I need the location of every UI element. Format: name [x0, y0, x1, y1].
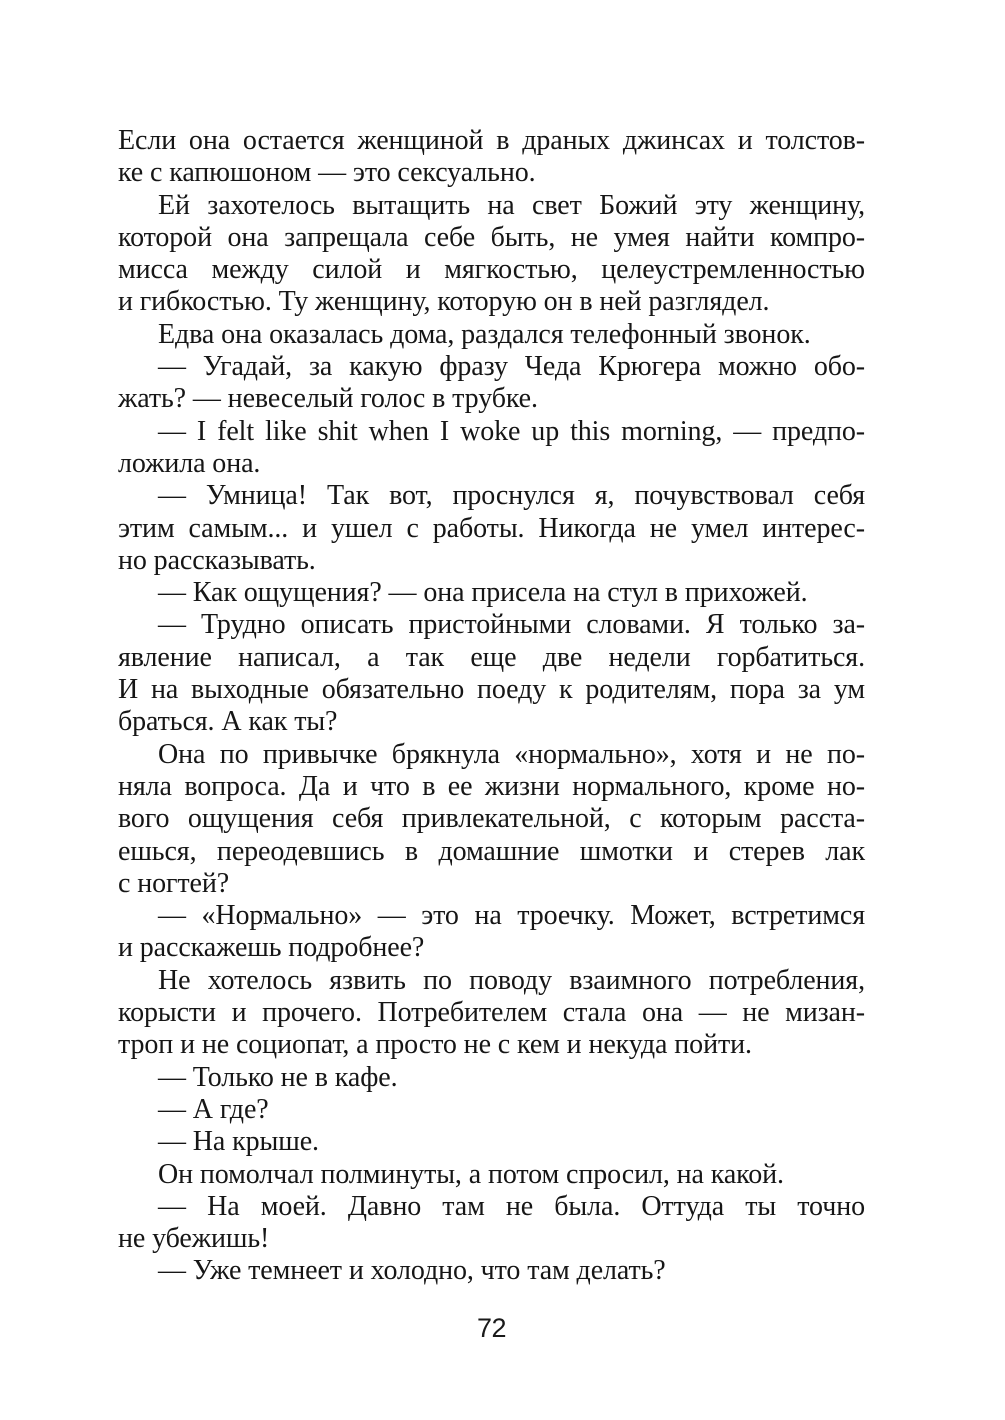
text-line: но рассказывать.: [118, 544, 316, 576]
page-number: 72: [476, 1313, 507, 1343]
text-line: троп и не социопат, а просто не с кем и некуда пойти.: [118, 1029, 752, 1061]
text-line: Она по привычке брякнула «нормально», хотя и не по-: [158, 738, 865, 770]
text-line: ке с капюшоном — это сексуально.: [118, 157, 536, 189]
text-line: — I felt like shit when I woke up this morning, — предпо-: [158, 415, 865, 447]
text-line: явление написал, а так еще две недели горбатиться.: [118, 641, 865, 673]
text-line: Ей захотелось вытащить на свет Божий эту женщину,: [158, 189, 865, 221]
text-line: браться. А как ты?: [118, 706, 338, 738]
body-text: [118, 125, 865, 1288]
text-line: И на выходные обязательно поеду к родителям, пора за ум: [118, 674, 865, 706]
text-line: и расскажешь подробнее?: [118, 932, 425, 964]
text-line: жать? — невеселый голос в трубке.: [118, 383, 538, 415]
text-line: Не хотелось язвить по поводу взаимного потребления,: [158, 964, 865, 996]
text-line: и гибкостью. Ту женщину, которую он в ней разглядел.: [118, 286, 770, 318]
text-line: — А где?: [158, 1093, 269, 1125]
text-line: — Уже темнеет и холодно, что там делать?: [158, 1255, 666, 1287]
text-line: с ногтей?: [118, 867, 230, 899]
text-line: Едва она оказалась дома, раздался телефонный звонок.: [158, 318, 811, 350]
text-line: — Угадай, за какую фразу Чеда Крюгера можно обо-: [158, 351, 865, 383]
text-line: — Умница! Так вот, проснулся я, почувствовал себя: [158, 480, 865, 512]
text-line: которой она запрещала себе быть, не умея найти компро-: [118, 221, 865, 253]
text-line: — Только не в кафе.: [158, 1061, 398, 1093]
text-line: этим самым... и ушел с работы. Никогда не умел интерес-: [118, 512, 865, 544]
text-line: — Как ощущения? — она присела на стул в прихожей.: [158, 577, 808, 609]
text-line: вого ощущения себя привлекательной, с которым расста-: [118, 803, 865, 835]
text-line: мисса между силой и мягкостью, целеустремленностью: [118, 254, 865, 286]
text-line: не убежишь!: [118, 1223, 270, 1255]
text-line: — Трудно описать пристойными словами. Я только за-: [158, 609, 865, 641]
text-line: — «Нормально» — это на троечку. Может, встретимся: [158, 900, 865, 932]
text-line: Если она остается женщиной в драных джинсах и толстов-: [118, 125, 865, 156]
text-line: Он помолчал полминуты, а потом спросил, на какой.: [158, 1158, 784, 1190]
text-line: няла вопроса. Да и что в ее жизни нормального, кроме но-: [118, 770, 865, 802]
text-line: — На моей. Давно там не была. Оттуда ты точно: [158, 1190, 865, 1222]
text-line: ложила она.: [118, 447, 261, 479]
text-line: — На крыше.: [158, 1126, 319, 1158]
text-line: корысти и прочего. Потребителем стала она — не мизан-: [118, 997, 865, 1029]
text-line: ешься, переодевшись в домашние шмотки и стерев лак: [118, 835, 865, 867]
